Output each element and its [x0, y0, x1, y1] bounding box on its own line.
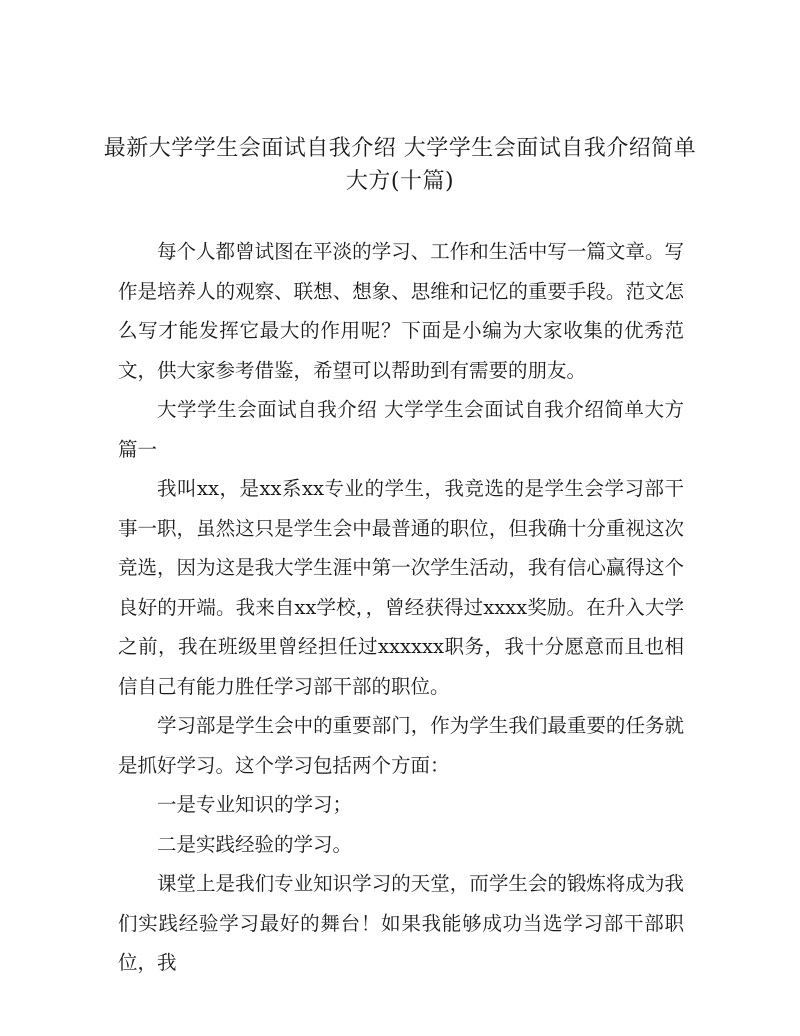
body-paragraph: 学习部是学生会中的重要部门，作为学生我们最重要的任务就是抓好学习。这个学习包括两个方面： [118, 714, 684, 777]
section-heading: 大学学生会面试自我介绍 大学学生会面试自我介绍简单大方篇一 [118, 398, 684, 461]
list-item: 二是实践经验的学习。 [157, 832, 353, 856]
list-item: 一是专业知识的学习； [157, 793, 353, 816]
document-body [118, 232, 684, 983]
intro-paragraph: 每个人都曾试图在平淡的学习、工作和生活中写一篇文章。写作是培养人的观察、联想、想象、思维和记忆的重要手段。范文怎么写才能发挥它最大的作用呢？下面是小编为大家收集的优秀范文，供大家参考借鉴，希望可以帮助到有需要的朋友。 [118, 240, 684, 382]
document-title: 最新大学学生会面试自我介绍 大学学生会面试自我介绍简单大方(十篇) [103, 136, 697, 194]
body-paragraph: 课堂上是我们专业知识学习的天堂，而学生会的锻炼将成为我们实践经验学习最好的舞台！如果我能够成功当选学习部干部职位，我 [118, 872, 684, 974]
body-paragraph: 我叫xx，是xx系xx专业的学生，我竞选的是学生会学习部干事一职，虽然这只是学生会中最普通的职位，但我确十分重视这次竞选，因为这是我大学生涯中第一次学生活动，我有信心赢得这个良好的开端。我来自xx学校，，曾经获得过xxxx奖励。在升入大学之前，我在班级里曾经担任过xxxxxx职务，我十分愿意而且也相信自己有能力胜任学习部干部的职位。 [118, 477, 684, 698]
